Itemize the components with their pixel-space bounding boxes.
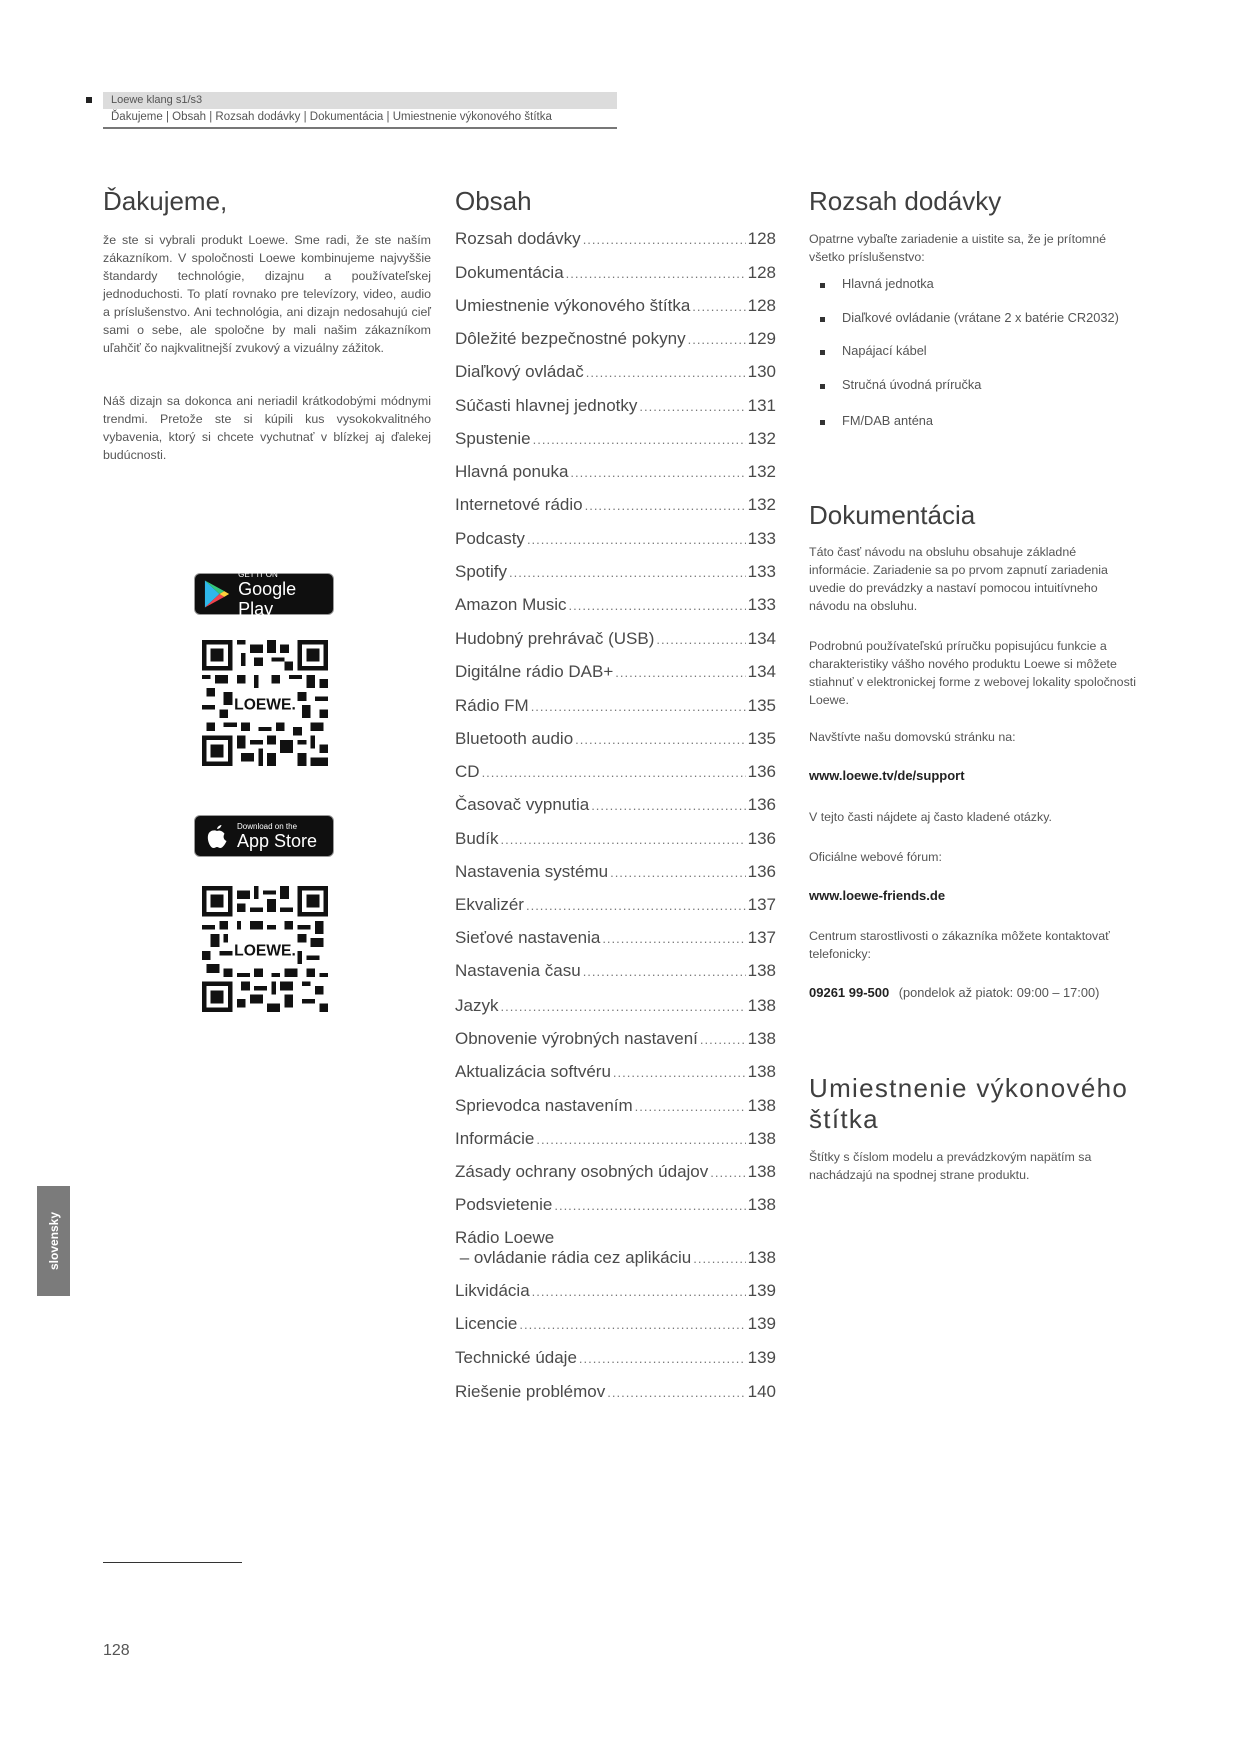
toc-entry[interactable] <box>455 529 776 549</box>
toc-entry-page: 130 <box>747 362 776 381</box>
scope-list-item: Hlavná jednotka <box>842 276 934 291</box>
qr-code-icon <box>202 640 328 766</box>
toc-entry[interactable] <box>455 396 776 416</box>
toc-entry[interactable] <box>455 1162 776 1182</box>
toc-entry-title: Rádio Loewe <box>455 1228 555 1247</box>
toc-leader-dots <box>519 1317 745 1332</box>
plate-heading-line-1: Umiestnenie výkonového <box>809 1073 1129 1103</box>
toc-entry-page: 132 <box>747 429 776 448</box>
toc-entry[interactable] <box>455 229 776 249</box>
toc-leader-dots <box>554 1198 745 1213</box>
toc-leader-dots <box>570 465 745 480</box>
toc-entry-page: 132 <box>747 462 776 481</box>
toc-entry-title: Nastavenia systému <box>455 862 609 881</box>
toc-entry[interactable] <box>455 1228 554 1248</box>
toc-entry-page: 133 <box>747 595 776 614</box>
page-number: 128 <box>103 1642 130 1659</box>
toc-leader-dots <box>613 1065 746 1080</box>
toc-entry-title: Aktualizácia softvéru <box>455 1062 611 1081</box>
toc-leader-dots <box>585 498 746 513</box>
toc-entry-title: Rádio FM <box>455 696 529 715</box>
plate-heading <box>809 1073 1128 1135</box>
toc-leader-dots <box>533 432 746 447</box>
toc-entry-page: 138 <box>747 996 776 1015</box>
list-bullet <box>820 350 825 355</box>
toc-leader-dots <box>610 865 746 880</box>
google-play-small-text: GET IT ON <box>238 569 278 579</box>
toc-leader-dots <box>583 964 746 979</box>
toc-entry[interactable] <box>455 662 776 682</box>
toc-leader-dots <box>566 266 746 281</box>
docs-paragraph-4: V tejto časti nájdete aj často kladené otázky. <box>809 810 1052 824</box>
list-bullet <box>820 283 825 288</box>
toc-entry-page: 134 <box>747 662 776 681</box>
qr-logo-text: LOEWE. <box>234 696 296 714</box>
toc-entry[interactable] <box>455 1281 776 1301</box>
toc-entry-title: Podsvietenie <box>455 1195 553 1214</box>
toc-entry-page: 138 <box>747 1029 776 1048</box>
toc-leader-dots <box>591 798 745 813</box>
docs-paragraph-1: Táto časť návodu na obsluhu obsahuje základné informácie. Zariadenie sa po prvom zapnutí zariadenia uvedie do prevádzky a nastaví pomocou intuitívneho návodu na obsluhu. <box>809 545 1108 613</box>
toc-entry-title: Rozsah dodávky <box>455 229 581 248</box>
toc-entry-page: 140 <box>747 1382 776 1401</box>
language-tab-label: slovensky <box>46 1211 61 1271</box>
toc-entry[interactable] <box>455 329 776 349</box>
support-link[interactable]: www.loewe.tv/de/support <box>809 768 965 783</box>
toc-entry-title: Digitálne rádio DAB+ <box>455 662 614 681</box>
toc-entry-page: 136 <box>747 762 776 781</box>
toc-leader-dots <box>531 699 746 714</box>
docs-paragraph-3: Navštívte našu domovskú stránku na: <box>809 730 1016 744</box>
language-tab <box>37 1186 70 1296</box>
toc-entry-page: 138 <box>747 961 776 980</box>
toc-entry[interactable] <box>455 1348 776 1368</box>
toc-entry-title: Podcasty <box>455 529 525 548</box>
toc-entry-title: Sieťové nastavenia <box>455 928 601 947</box>
toc-entry[interactable] <box>455 562 776 582</box>
qr-code-icon <box>202 886 328 1012</box>
scope-intro: Opatrne vybaľte zariadenie a uistite sa, že je prítomné všetko príslušenstvo: <box>809 232 1107 264</box>
toc-entry-page: 135 <box>747 729 776 748</box>
toc-entry-page: 128 <box>747 296 776 315</box>
apple-icon <box>205 822 229 850</box>
google-play-badge[interactable] <box>194 569 334 619</box>
toc-leader-dots <box>526 898 746 913</box>
toc-entry[interactable] <box>455 762 776 782</box>
toc-entry-page: 135 <box>747 696 776 715</box>
app-store-badge[interactable] <box>194 815 334 857</box>
google-play-icon <box>203 579 230 609</box>
toc-leader-dots <box>586 365 746 380</box>
toc-entry[interactable] <box>455 362 776 382</box>
toc-entry-page: 139 <box>747 1348 776 1367</box>
toc-entry[interactable] <box>455 795 776 815</box>
toc-entry[interactable] <box>455 495 776 515</box>
list-bullet <box>820 420 825 425</box>
toc-entry-title: Súčasti hlavnej jednotky <box>455 396 638 415</box>
toc-entry[interactable] <box>455 1314 776 1334</box>
toc-entry[interactable] <box>455 895 776 915</box>
list-bullet <box>820 384 825 389</box>
docs-paragraph-6: Centrum starostlivosti o zákazníka môžete kontaktovať telefonicky: <box>809 929 1110 961</box>
app-store-qr-code[interactable] <box>202 886 328 1012</box>
document-title: Loewe klang s1/s3 <box>111 94 203 106</box>
toc-entry[interactable] <box>455 629 776 649</box>
thanks-paragraph-2: Náš dizajn sa dokonca ani neriadil krátkodobými módnymi trendmi. Pretože ste si kúpili kus vysokokvalitného vybavenia, ktorý si chcete vychutnať v blízkej aj ďalekej budúcnosti. <box>103 394 431 462</box>
docs-heading: Dokumentácia <box>809 500 976 530</box>
toc-entry-title: Licencie <box>455 1314 518 1333</box>
toc-entry-page: 133 <box>747 562 776 581</box>
toc-entry[interactable] <box>455 263 776 283</box>
toc-entry-title: Jazyk <box>455 996 499 1015</box>
phone-line <box>809 984 1099 1002</box>
toc-leader-dots <box>639 399 745 414</box>
phone-number: 09261 99-500 <box>809 985 890 1000</box>
toc-entry-title: Riešenie problémov <box>455 1382 606 1401</box>
plate-text: Štítky s číslom modelu a prevádzkovým napätím sa nachádzajú na spodnej strane produktu. <box>809 1150 1092 1182</box>
toc-entry[interactable] <box>455 1029 776 1049</box>
toc-entry-title: Hudobný prehrávač (USB) <box>455 629 655 648</box>
toc-leader-dots <box>532 1284 746 1299</box>
toc-entry-page: 136 <box>747 829 776 848</box>
toc-entry-page: 136 <box>747 795 776 814</box>
toc-leader-dots <box>583 232 746 247</box>
toc-entry-title: Bluetooth audio <box>455 729 574 748</box>
toc-leader-dots <box>500 832 745 847</box>
toc-entry[interactable] <box>455 1129 776 1149</box>
header-rule <box>103 127 617 129</box>
toc-leader-dots <box>607 1385 745 1400</box>
toc-entry-title: Informácie <box>455 1129 535 1148</box>
toc-entry-page: 138 <box>747 1248 776 1267</box>
toc-entry[interactable] <box>455 829 776 849</box>
toc-entry-page: 137 <box>747 928 776 947</box>
toc-entry-page: 139 <box>747 1281 776 1300</box>
toc-entry[interactable] <box>455 462 776 482</box>
toc-leader-dots <box>527 532 746 547</box>
toc-leader-dots <box>602 931 745 946</box>
qr-logo-text: LOEWE. <box>234 942 296 960</box>
toc-entry-page: 128 <box>747 263 776 282</box>
app-store-big-text: App Store <box>237 830 318 851</box>
toc-entry-title: Zásady ochrany osobných údajov <box>455 1162 709 1181</box>
toc-entry-title: Sprievodca nastavením <box>455 1096 633 1115</box>
phone-hours: (pondelok až piatok: 09:00 – 17:00) <box>898 985 1100 1000</box>
toc-entry[interactable] <box>455 961 776 981</box>
toc-entry-title: Umiestnenie výkonového štítka <box>455 296 691 315</box>
toc-entry-page: 136 <box>747 862 776 881</box>
toc-entry-title: Ekvalizér <box>455 895 524 914</box>
thanks-paragraph-1: že ste si vybrali produkt Loewe. Sme radi, že ste naším zákazníkom. V spoločnosti Loewe kombinujeme najvyššie štandardy technológie, dizajnu a používateľskej jednoduchosti. To platí rovnako pre televízory, video, audio a príslušenstvo. Ani technológia, ani dizajn nedosahujú cieľ sami o sebe, ale spoločne by mali našim zákazníkom uľahčiť čo najkvalitnejší zvukový a vizuálny zážitok. <box>103 233 431 355</box>
toc-leader-dots <box>579 1351 746 1366</box>
footer-rule <box>103 1562 242 1563</box>
toc-entry[interactable] <box>455 696 776 716</box>
toc-entry-page: 133 <box>747 529 776 548</box>
toc-entry[interactable] <box>455 296 776 316</box>
toc-leader-dots <box>509 565 746 580</box>
scope-list-item: Napájací kábel <box>842 343 927 358</box>
toc-entry-page: 128 <box>747 229 776 248</box>
scope-heading: Rozsah dodávky <box>809 186 1002 216</box>
toc-entry-title: Dôležité bezpečnostné pokyny <box>455 329 686 348</box>
toc-entry-title: Amazon Music <box>455 595 567 614</box>
plate-heading-line-2: štítka <box>809 1104 879 1134</box>
google-play-qr-code[interactable] <box>202 640 328 766</box>
toc-entry-page: 138 <box>747 1162 776 1181</box>
toc-entry-title: Internetové rádio <box>455 495 583 514</box>
toc-leader-dots <box>536 1132 745 1147</box>
scope-list-item: Diaľkové ovládanie (vrátane 2 x batérie CR2032) <box>842 310 1119 325</box>
toc-entry-title: Technické údaje <box>455 1348 577 1367</box>
toc-entry[interactable] <box>455 1248 776 1268</box>
toc-entry-page: 139 <box>747 1314 776 1333</box>
toc-leader-dots <box>700 1032 746 1047</box>
toc-leader-dots <box>575 732 745 747</box>
toc-entry-title: Obnovenie výrobných nastavení <box>455 1029 698 1048</box>
toc-leader-dots <box>500 999 745 1014</box>
toc-entry-title: Časovač vypnutia <box>455 795 590 814</box>
toc-entry[interactable] <box>455 996 776 1016</box>
toc-entry-title: Spotify <box>455 562 507 581</box>
toc-entry-page: 129 <box>747 329 776 348</box>
toc-entry-title: Likvidácia <box>455 1281 530 1300</box>
toc-leader-dots <box>635 1099 746 1114</box>
toc-entry-title: Budík <box>455 829 499 848</box>
toc-leader-dots <box>710 1165 745 1180</box>
toc-entry-page: 138 <box>747 1129 776 1148</box>
toc-entry[interactable] <box>455 729 776 749</box>
toc-leader-dots <box>693 1251 745 1266</box>
scope-list-item: Stručná úvodná príručka <box>842 377 982 392</box>
toc-leader-dots <box>568 598 745 613</box>
toc-entry-title: CD <box>455 762 480 781</box>
scope-list-item: FM/DAB anténa <box>842 413 934 428</box>
toc-entry-title: Diaľkový ovládač <box>455 362 584 381</box>
header-bullet <box>86 97 92 103</box>
thanks-heading: Ďakujeme, <box>103 186 228 216</box>
list-bullet <box>820 317 825 322</box>
toc-heading: Obsah <box>455 186 532 216</box>
toc-leader-dots <box>656 632 745 647</box>
toc-entry-page: 138 <box>747 1062 776 1081</box>
app-store-small-text: Download on the <box>237 821 298 831</box>
docs-paragraph-5: Oficiálne webové fórum: <box>809 850 942 864</box>
toc-entry-title: – ovládanie rádia cez aplikáciu <box>455 1248 692 1267</box>
forum-link[interactable]: www.loewe-friends.de <box>809 888 946 903</box>
toc-entry-page: 138 <box>747 1096 776 1115</box>
toc-entry-title: Hlavná ponuka <box>455 462 569 481</box>
toc-entry[interactable] <box>455 595 776 615</box>
toc-entry[interactable] <box>455 1062 776 1082</box>
toc-entry[interactable] <box>455 1195 776 1215</box>
toc-entry-page: 134 <box>747 629 776 648</box>
toc-leader-dots <box>615 665 745 680</box>
toc-entry-page: 132 <box>747 495 776 514</box>
toc-entry-page: 137 <box>747 895 776 914</box>
docs-paragraph-2: Podrobnú používateľskú príručku popisujúcu funkcie a charakteristiky vášho nového produktu Loewe si môžete stiahnuť v elektronickej forme z webovej lokality spoločnosti Loewe. <box>809 639 1136 707</box>
toc-entry-title: Dokumentácia <box>455 263 564 282</box>
toc-entry[interactable] <box>455 429 776 449</box>
toc-entry-title: Nastavenia času <box>455 961 581 980</box>
toc-entry-page: 131 <box>747 396 776 415</box>
toc-entry[interactable] <box>455 1382 776 1402</box>
toc-entry[interactable] <box>455 1096 776 1116</box>
toc-entry-page: 138 <box>747 1195 776 1214</box>
google-play-big-text: Google Play <box>238 578 297 619</box>
toc-entry[interactable] <box>455 928 776 948</box>
toc-leader-dots <box>688 332 746 347</box>
toc-entry[interactable] <box>455 862 776 882</box>
breadcrumb: Ďakujeme | Obsah | Rozsah dodávky | Dokumentácia | Umiestnenie výkonového štítka <box>111 111 552 123</box>
toc-leader-dots <box>692 299 745 314</box>
toc-entry-title: Spustenie <box>455 429 531 448</box>
toc-leader-dots <box>482 765 746 780</box>
